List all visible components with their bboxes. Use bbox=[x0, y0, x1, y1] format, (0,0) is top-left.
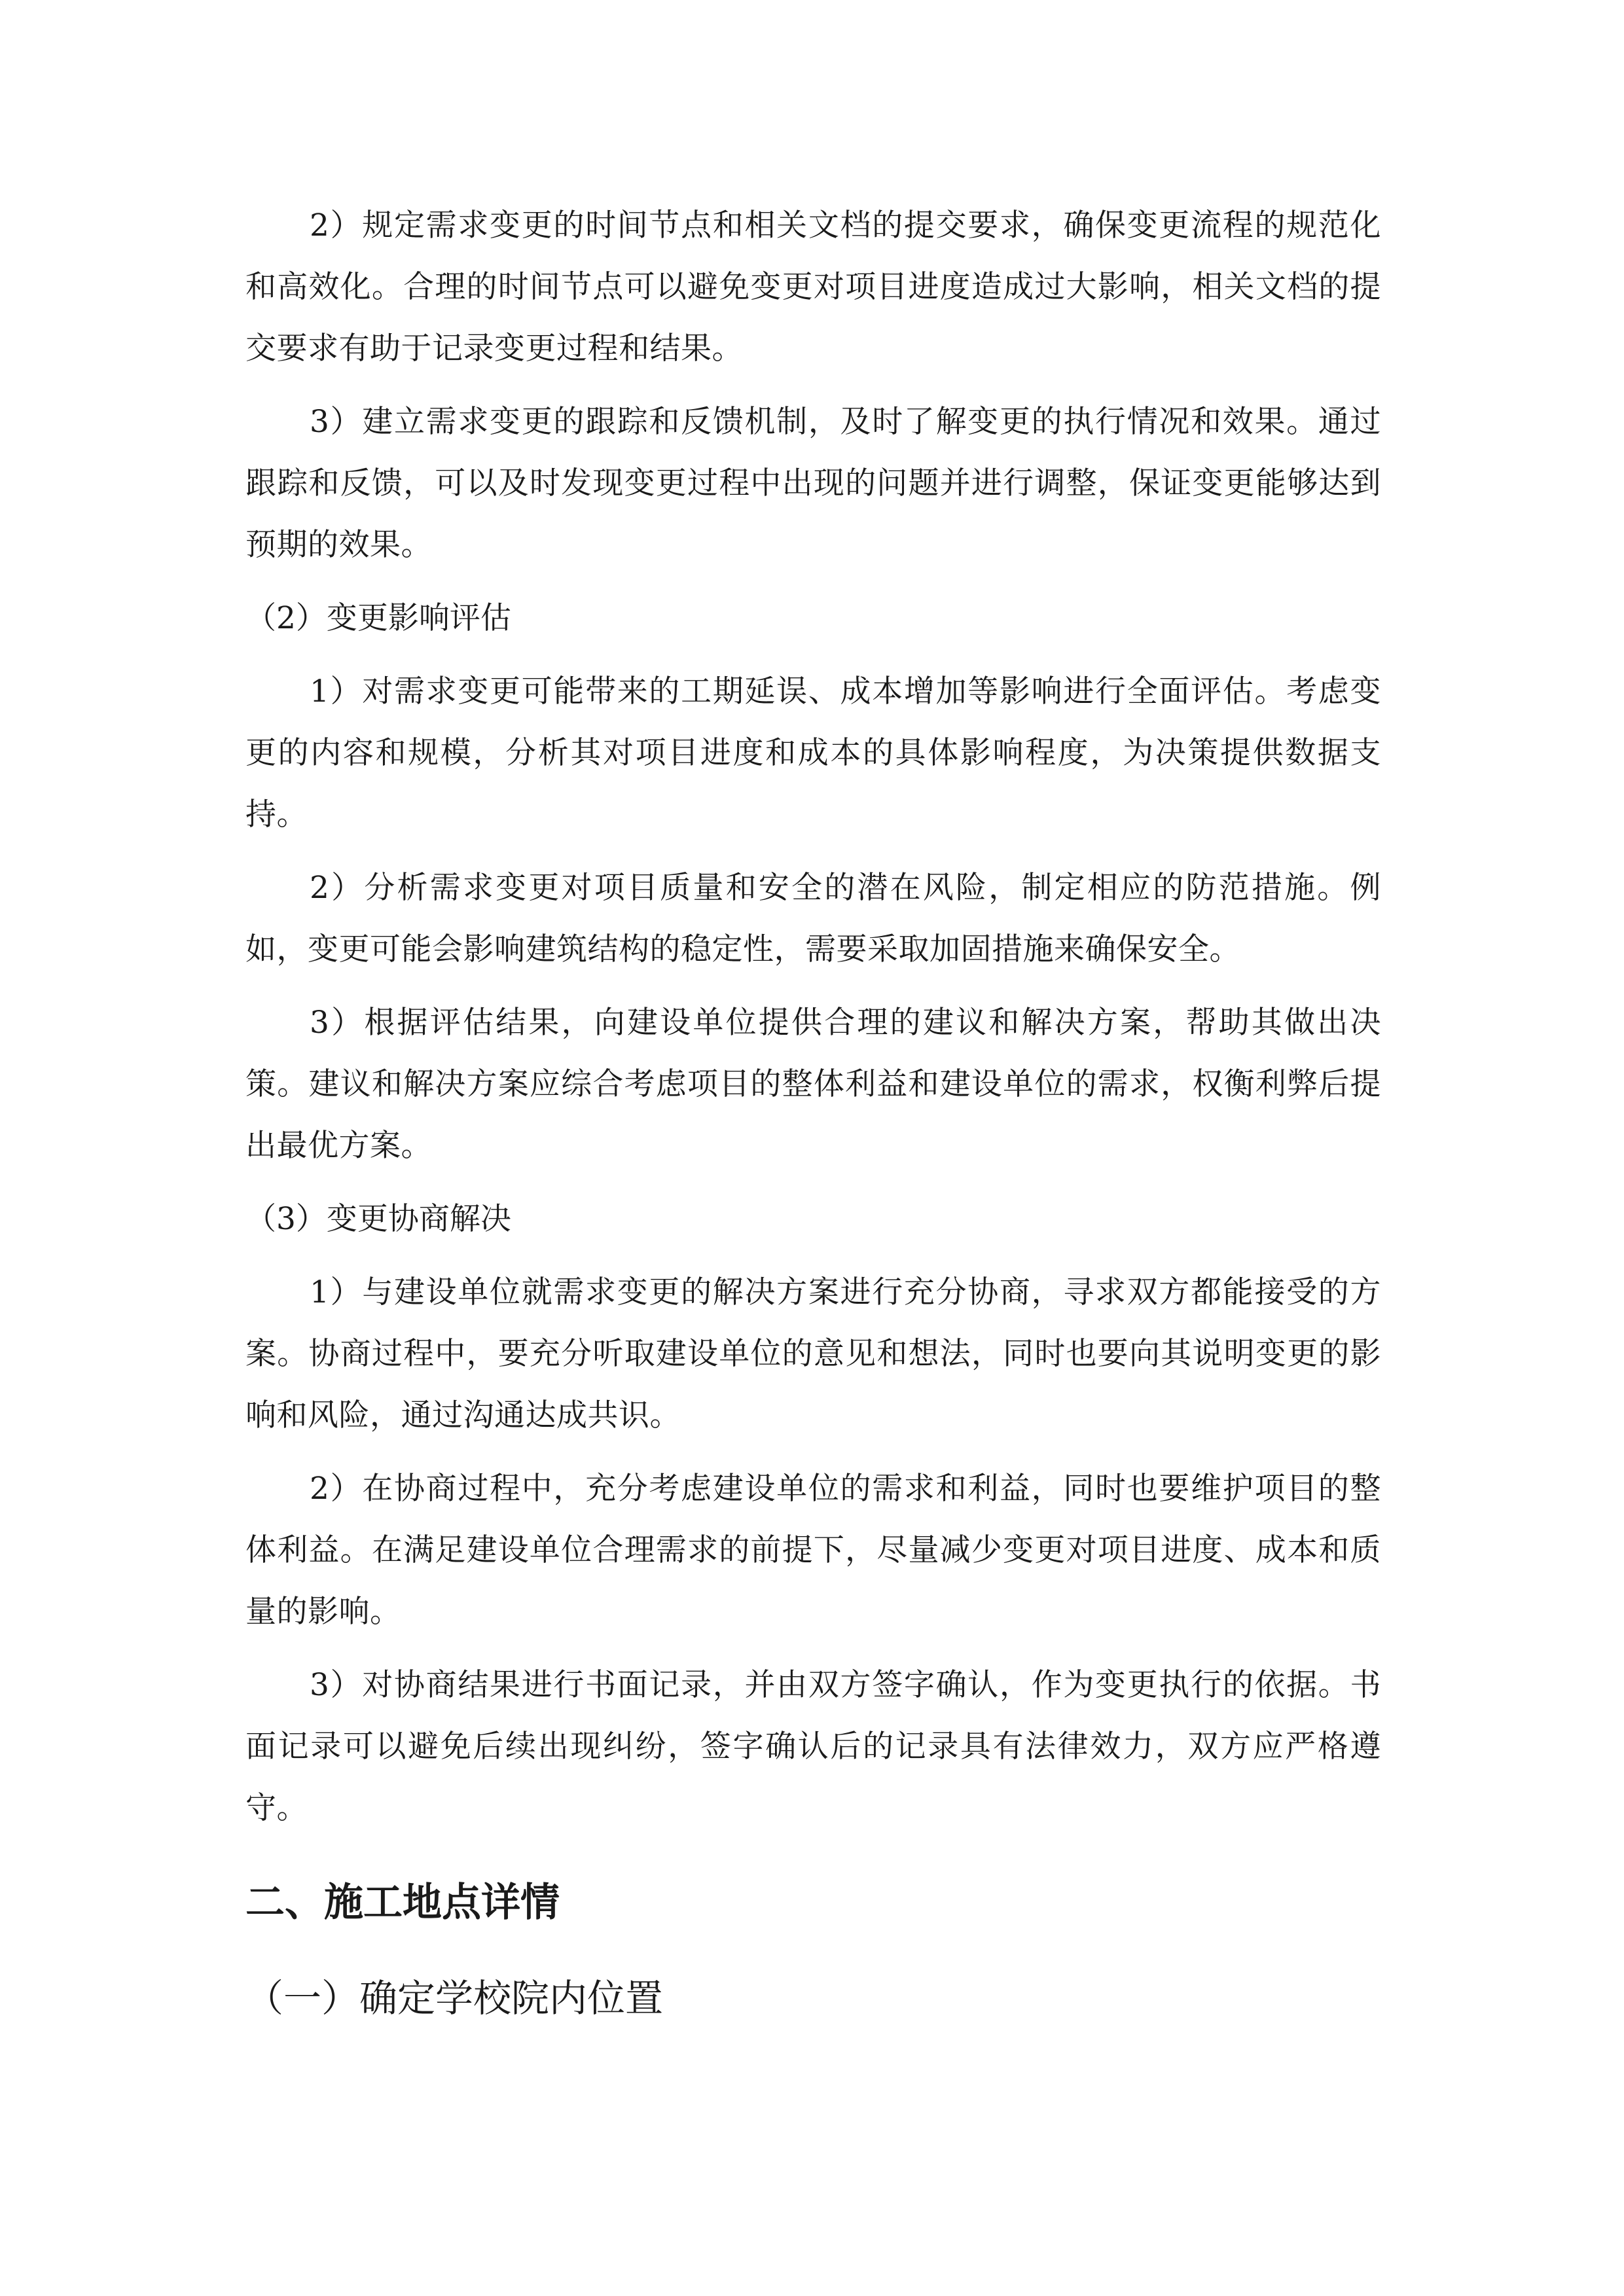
paragraph-recommendations: 3）根据评估结果，向建设单位提供合理的建议和解决方案，帮助其做出决策。建议和解决方案应综合考虑项目的整体利益和建设单位的需求，权衡利弊后提出最优方案。 bbox=[245, 1005, 1381, 1164]
paragraph-change-timing: 2）规定需求变更的时间节点和相关文档的提交要求，确保变更流程的规范化和高效化。合理的时间节点可以避免变更对项目进度造成过大影响，相关文档的提交要求有助于记录变更过程和结果。 bbox=[245, 207, 1381, 367]
subheading-negotiation: （3）变更协商解决 bbox=[245, 1201, 511, 1237]
paragraph-balance-interests: 2）在协商过程中，充分考虑建设单位的需求和利益，同时也要维护项目的整体利益。在满足建设单位合理需求的前提下，尽量减少变更对项目进度、成本和质量的影响。 bbox=[245, 1471, 1381, 1630]
document-page bbox=[245, 195, 1381, 2028]
subsection-heading-school-location: （一）确定学校院内位置 bbox=[245, 1976, 664, 2020]
paragraph-written-record: 3）对协商结果进行书面记录，并由双方签字确认，作为变更执行的依据。书面记录可以避免后续出现纠纷，签字确认后的记录具有法律效力，双方应严格遵守。 bbox=[245, 1667, 1381, 1826]
paragraph-impact-evaluation: 1）对需求变更可能带来的工期延误、成本增加等影响进行全面评估。考虑变更的内容和规模，分析其对项目进度和成本的具体影响程度，为决策提供数据支持。 bbox=[245, 673, 1381, 833]
paragraph-negotiate-solution: 1）与建设单位就需求变更的解决方案进行充分协商，寻求双方都能接受的方案。协商过程中，要充分听取建设单位的意见和想法，同时也要向其说明变更的影响和风险，通过沟通达成共识。 bbox=[245, 1274, 1381, 1433]
paragraph-change-tracking: 3）建立需求变更的跟踪和反馈机制，及时了解变更的执行情况和效果。通过跟踪和反馈，可以及时发现变更过程中出现的问题并进行调整，保证变更能够达到预期的效果。 bbox=[245, 404, 1381, 563]
paragraph-risk-analysis: 2）分析需求变更对项目质量和安全的潜在风险，制定相应的防范措施。例如，变更可能会影响建筑结构的稳定性，需要采取加固措施来确保安全。 bbox=[245, 870, 1381, 967]
section-heading-construction-site: 二、施工地点详情 bbox=[245, 1880, 560, 1926]
subheading-impact-assessment: （2）变更影响评估 bbox=[245, 600, 511, 636]
